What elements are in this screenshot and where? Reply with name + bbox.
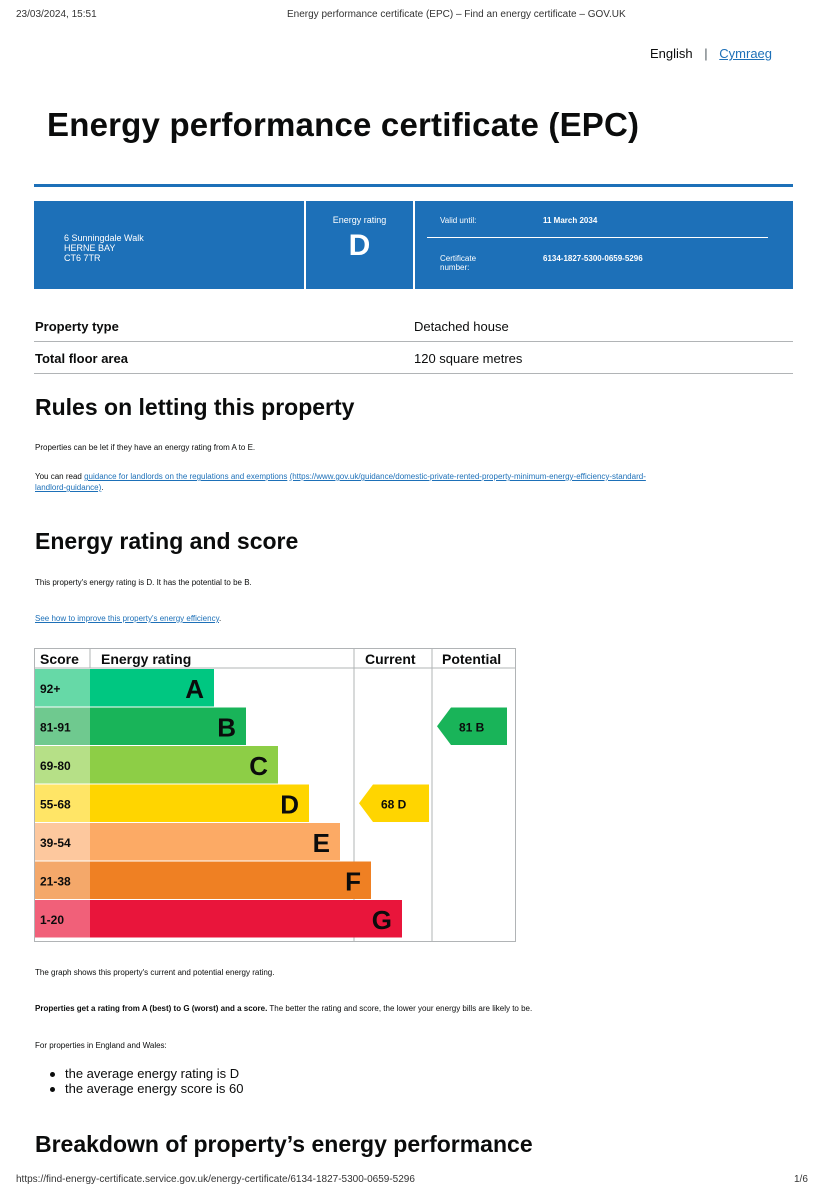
energy-text: This property's energy rating is D. It has the potential to be B. [35, 578, 252, 587]
band-score-a: 92+ [40, 682, 61, 696]
average-list [48, 1066, 244, 1096]
language-switcher [650, 46, 772, 61]
address-line-1: 6 Sunningdale Walk [64, 233, 144, 243]
chart-arrows [359, 708, 507, 823]
language-separator: | [704, 46, 708, 61]
header-current: Current [365, 651, 416, 667]
band-score-d: 55-68 [40, 797, 71, 812]
floor-area-value: 120 square metres [414, 351, 523, 366]
certificate-number-value: 6134-1827-5300-0659-5296 [543, 254, 643, 263]
band-letter-c: C [249, 751, 268, 781]
rating-explanation-bold: Properties get a rating from A (best) to G (worst) and a score. [35, 1004, 268, 1013]
energy-rating-chart [34, 648, 516, 943]
guidance-url-1[interactable]: (https://www.gov.uk/guidance/domestic-private-rented-property-minimum-energy-efficiency-standard- [289, 472, 646, 481]
england-wales-note: For properties in England and Wales: [35, 1041, 167, 1050]
energy-rating-label: Energy rating [332, 215, 387, 225]
average-score-item: the average energy score is 60 [48, 1081, 244, 1096]
band-score-c: 69-80 [40, 759, 71, 773]
floor-area-row [34, 342, 793, 374]
page-title: Energy performance certificate (EPC) [47, 106, 640, 143]
rating-explanation [35, 1004, 532, 1013]
band-letter-e: E [312, 828, 330, 858]
band-bar-f [90, 862, 371, 900]
guidance-prefix: You can read [35, 472, 85, 481]
band-score-e: 39-54 [40, 836, 71, 850]
band-bar-d [90, 785, 309, 823]
band-letter-b: B [217, 712, 236, 743]
valid-until-value: 11 March 2034 [543, 216, 598, 225]
certificate-banner [34, 201, 793, 289]
address-line-3: CT6 7TR [64, 253, 101, 263]
address-line-2: HERNE BAY [64, 243, 116, 253]
banner-separator [427, 237, 768, 238]
energy-rating-letter: D [348, 229, 371, 262]
graph-note: The graph shows this property's current and potential energy rating. [35, 968, 275, 977]
letting-text: Properties can be let if they have an energy rating from A to E. [35, 443, 256, 452]
band-score-b: 81-91 [40, 720, 71, 735]
average-rating-item: the average energy rating is D [48, 1066, 244, 1081]
certificate-label-line-2: number: [440, 263, 470, 272]
rating-explanation-rest: The better the rating and score, the lower your energy bills are likely to be. [267, 1004, 533, 1013]
property-type-row [34, 310, 793, 342]
band-bar-g [90, 900, 402, 938]
band-letter-a: A [185, 674, 204, 704]
header-potential: Potential [442, 651, 502, 667]
band-score-f: 21-38 [40, 874, 71, 889]
letting-heading: Rules on letting this property [35, 394, 355, 420]
print-footer-url: https://find-energy-certificate.service.gov.uk/energy-certificate/6134-1827-5300-0659-5296 [16, 1174, 415, 1185]
certificate-number-label [440, 254, 476, 272]
band-letter-f: F [345, 866, 361, 897]
print-footer-page: 1/6 [794, 1174, 808, 1185]
current-rating-label: 68 D [381, 797, 407, 812]
property-type-value: Detached house [414, 319, 509, 334]
potential-rating-label: 81 B [459, 720, 485, 735]
guidance-suffix: . [101, 483, 104, 492]
letting-guidance [35, 471, 775, 493]
band-letter-g: G [371, 905, 392, 935]
property-type-key: Property type [35, 319, 119, 334]
certificate-label-line-1: Certificate [440, 254, 477, 263]
energy-heading: Energy rating and score [35, 528, 299, 554]
breakdown-heading: Breakdown of property’s energy performance [35, 1131, 533, 1157]
header-score: Score [40, 651, 79, 667]
improve-efficiency [35, 614, 221, 623]
language-welsh-link[interactable]: Cymraeg [719, 46, 773, 61]
band-score-g: 1-20 [40, 913, 65, 927]
floor-area-key: Total floor area [35, 351, 128, 366]
band-bar-e [90, 823, 340, 861]
improve-efficiency-link[interactable]: See how to improve this property's energy efficiency [35, 614, 219, 623]
improve-efficiency-suffix: . [219, 614, 222, 623]
header-energy-rating: Energy rating [101, 651, 192, 667]
energy-rating-box [304, 201, 415, 289]
guidance-url-2[interactable]: landlord-guidance) [35, 483, 102, 492]
chart-bands [35, 669, 402, 938]
guidance-link[interactable]: guidance for landlords on the regulations and exemptions [84, 472, 288, 481]
valid-until-label: Valid until: [440, 216, 477, 225]
band-letter-d: D [280, 789, 299, 820]
print-page-title: Energy performance certificate (EPC) – Find an energy certificate – GOV.UK [287, 9, 626, 20]
print-datetime: 23/03/2024, 15:51 [16, 9, 97, 20]
language-english: English [650, 46, 693, 61]
property-address [64, 233, 144, 263]
title-divider [34, 184, 793, 187]
